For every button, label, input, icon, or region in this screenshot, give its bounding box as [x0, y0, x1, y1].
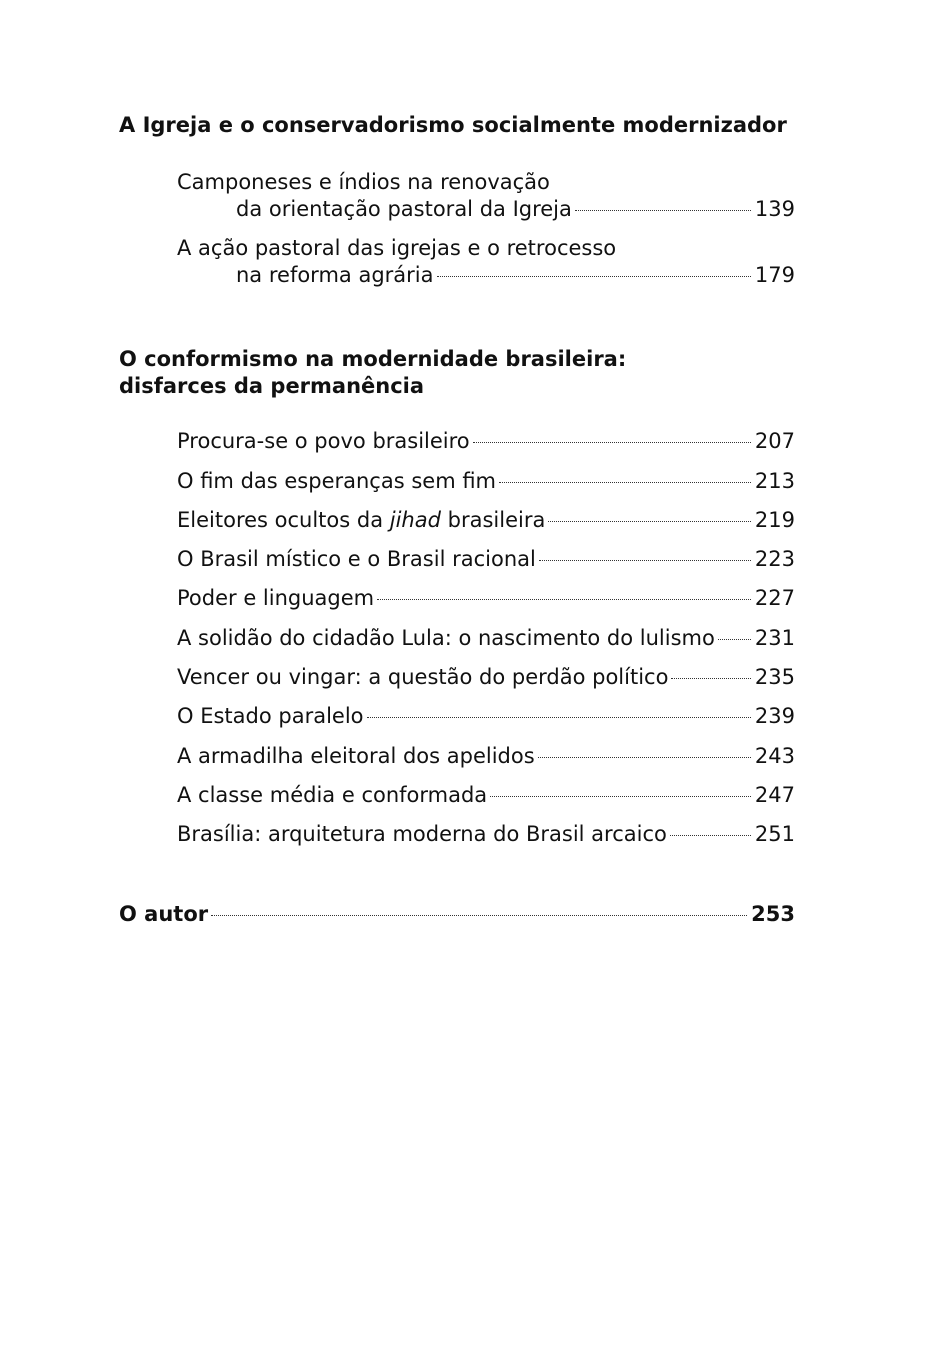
entry-title: A armadilha eleitoral dos apelidos [177, 743, 535, 768]
toc-entry[interactable] [177, 625, 795, 652]
entry-title-line1: Camponeses e índios na renovação [177, 170, 550, 194]
toc-entry[interactable] [177, 235, 795, 289]
entry-title: O fim das esperanças sem fim [177, 468, 497, 493]
entry-title: A solidão do cidadão Lula: o nascimento do lulismo [177, 625, 715, 650]
page-number: 235 [754, 665, 795, 690]
entry-title-line2: da orientação pastoral da Igreja [236, 197, 572, 221]
page-number: 231 [754, 625, 795, 650]
section-entries [177, 169, 795, 289]
entry-leader-line [177, 262, 795, 289]
page-number: 251 [754, 822, 795, 847]
entry-leader-line [177, 196, 795, 223]
dot-leader [499, 482, 751, 483]
section-title-line2: disfarces da permanência [119, 374, 425, 399]
entry-title: O Estado paralelo [177, 704, 364, 729]
dot-leader [490, 796, 751, 797]
toc-entry[interactable] [177, 546, 795, 573]
dot-leader [211, 915, 747, 916]
toc-entry[interactable] [177, 664, 795, 691]
dot-leader [377, 599, 751, 600]
page-number: 253 [751, 902, 795, 927]
section-title: O autor [119, 902, 209, 927]
entry-title-line1: A ação pastoral das igrejas e o retrocesso [177, 236, 617, 261]
toc-entry[interactable] [177, 507, 795, 534]
table-of-contents [119, 112, 795, 928]
toc-entry-author[interactable] [119, 901, 795, 928]
page-number: 227 [754, 586, 795, 611]
page-number: 223 [754, 547, 795, 572]
entry-title-italic: jihad [389, 507, 441, 532]
section-title: A Igreja e o conservadorismo socialmente modernizador [119, 113, 787, 137]
toc-entry[interactable] [177, 468, 795, 495]
entry-title-part: Eleitores ocultos da [177, 507, 390, 532]
dot-leader [548, 521, 751, 522]
dot-leader [539, 560, 751, 561]
dot-leader [538, 757, 751, 758]
page-number: 179 [754, 263, 795, 288]
entry-title-line2: na reforma agrária [236, 263, 434, 288]
page-number: 243 [754, 743, 795, 768]
toc-entry[interactable] [177, 169, 795, 223]
page-number: 247 [754, 782, 795, 807]
entry-title: A classe média e conformada [177, 782, 488, 807]
toc-entry[interactable] [177, 743, 795, 770]
toc-entry[interactable] [177, 585, 795, 612]
dot-leader [575, 210, 751, 211]
entry-title: Vencer ou vingar: a questão do perdão político [177, 665, 669, 690]
dot-leader [437, 276, 751, 277]
entry-title [177, 507, 545, 534]
page-number: 219 [754, 507, 795, 532]
dot-leader [718, 639, 751, 640]
entry-title: Procura-se o povo brasileiro [177, 429, 470, 454]
page-number: 213 [754, 468, 795, 493]
toc-entry[interactable] [177, 821, 795, 848]
section-title-line1: O conformismo na modernidade brasileira: [119, 347, 627, 372]
dot-leader [670, 835, 751, 836]
toc-entry[interactable] [177, 703, 795, 730]
section-entries [177, 428, 795, 848]
page-number: 239 [754, 704, 795, 729]
toc-entry[interactable] [177, 782, 795, 809]
entry-title: Poder e linguagem [177, 586, 375, 611]
entry-title: O Brasil místico e o Brasil racional [177, 547, 536, 572]
dot-leader [473, 442, 751, 443]
page-number: 139 [754, 197, 795, 221]
entry-title-part: brasileira [440, 507, 546, 532]
dot-leader [367, 717, 751, 718]
entry-title: Brasília: arquitetura moderna do Brasil arcaico [177, 822, 667, 847]
page-number: 207 [754, 429, 795, 454]
section-title [119, 346, 795, 400]
dot-leader [671, 678, 750, 679]
toc-entry[interactable] [177, 428, 795, 455]
